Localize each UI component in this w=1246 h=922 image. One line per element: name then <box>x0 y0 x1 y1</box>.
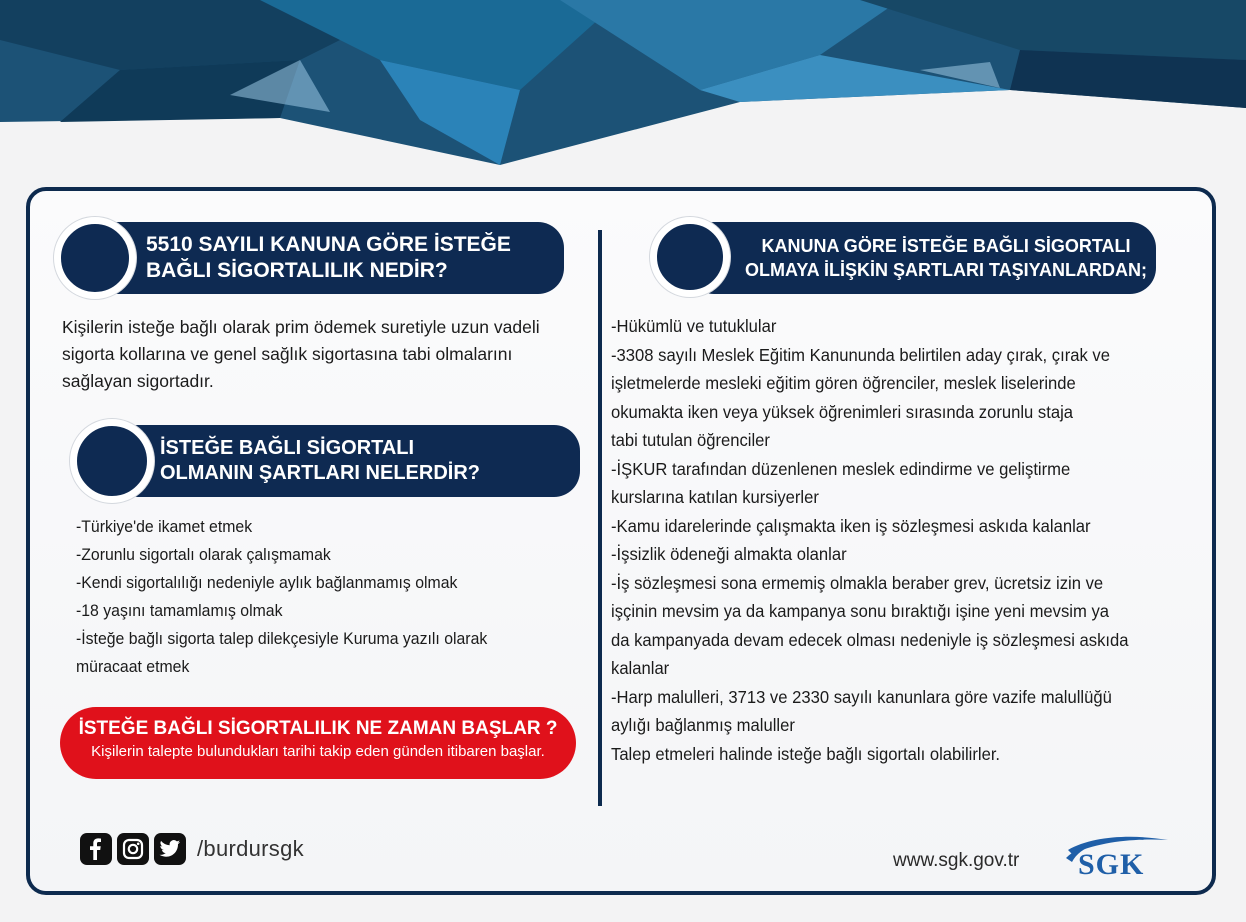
section1-body-line: Kişilerin isteğe bağlı olarak prim ödemek suretiyle uzun vadeli <box>62 317 540 337</box>
section2-circle-icon <box>70 419 154 503</box>
section1-body-line: sağlayan sigortadır. <box>62 371 214 391</box>
list-line: -İşsizlik ödeneği almakta olanlar <box>611 544 847 564</box>
section1-heading <box>92 222 564 294</box>
list-line: -Hükümlü ve tutuklular <box>611 316 777 336</box>
list-item: -Kendi sigortalılığı nedeniyle aylık bağlanmamış olmak <box>76 573 458 592</box>
section1-body-line: sigorta kollarına ve genel sağlık sigortasına tabi olmalarını <box>62 344 513 364</box>
social-handle[interactable]: /burdursgk <box>197 836 304 861</box>
section1-title-line2: BAĞLI SİGORTALILIK NEDİR? <box>146 259 448 282</box>
facebook-icon[interactable] <box>80 833 112 865</box>
list-item: -Zorunlu sigortalı olarak çalışmamak <box>76 545 331 564</box>
section2-list <box>76 513 487 681</box>
sgk-logo <box>1062 832 1172 884</box>
section1-circle-icon <box>54 217 136 299</box>
column-divider <box>598 230 602 806</box>
section2-title-line1: İSTEĞE BAĞLI SİGORTALI <box>160 437 415 459</box>
start-date-title: İSTEĞE BAĞLI SİGORTALILIK NE ZAMAN BAŞLAR ? <box>78 718 558 739</box>
instagram-icon[interactable] <box>117 833 149 865</box>
section2-heading <box>112 425 580 497</box>
section1-title-line1: 5510 SAYILI KANUNA GÖRE İSTEĞE <box>146 233 511 256</box>
list-line: -İş sözleşmesi sona ermemiş olmakla beraber grev, ücretsiz izin ve <box>611 572 1104 593</box>
section1-body <box>62 314 540 395</box>
list-line: tabi tutulan öğrenciler <box>611 430 770 450</box>
social-links <box>80 833 304 865</box>
section4-title-line1: KANUNA GÖRE İSTEĞE BAĞLI SİGORTALI <box>761 236 1131 256</box>
section4-title-line2: OLMAYA İLİŞKİN ŞARTLARI TAŞIYANLARDAN; <box>744 260 1148 280</box>
sgk-logo-text: SGK <box>1078 848 1145 881</box>
list-line: -3308 sayılı Meslek Eğitim Kanununda belirtilen aday çırak, çırak ve <box>611 344 1111 365</box>
list-item: -Türkiye'de ikamet etmek <box>76 517 253 536</box>
section4-list <box>611 312 1129 768</box>
list-line: işletmelerde mesleki eğitim gören öğrenciler, meslek liselerinde <box>611 373 1076 393</box>
website-link[interactable]: www.sgk.gov.tr <box>893 850 1020 871</box>
header-geometric-banner <box>0 0 1246 200</box>
list-line: -Kamu idarelerinde çalışmakta iken iş sözleşmesi askıda kalanlar <box>611 515 1091 536</box>
start-date-banner <box>60 707 576 779</box>
section2-title-line2: OLMANIN ŞARTLARI NELERDİR? <box>160 462 480 484</box>
list-item: müracaat etmek <box>76 657 190 676</box>
list-line: -Harp malulleri, 3713 ve 2330 sayılı kanunlara göre vazife malullüğü <box>611 686 1112 707</box>
list-item: -18 yaşını tamamlamış olmak <box>76 601 283 620</box>
list-line: Talep etmeleri halinde isteğe bağlı sigortalı olabilirler. <box>611 743 1001 764</box>
section4-circle-icon <box>650 217 730 297</box>
list-line: okumakta iken veya yüksek öğrenimleri sırasında zorunlu staja <box>611 401 1074 422</box>
section4-heading <box>688 222 1156 294</box>
twitter-icon[interactable] <box>154 833 186 865</box>
list-line: aylığı bağlanmış maluller <box>611 715 795 735</box>
list-line: işçinin mevsim ya da kampanya sonu bıraktığı işine yeni mevsim ya <box>611 601 1110 621</box>
list-line: kalanlar <box>611 658 670 678</box>
list-line: da kampanyada devam edecek olması nedeniyle iş sözleşmesi askıda <box>611 629 1129 650</box>
start-date-subtitle: Kişilerin talepte bulundukları tarihi takip eden günden itibaren başlar. <box>91 743 545 760</box>
list-item: -İsteğe bağlı sigorta talep dilekçesiyle Kuruma yazılı olarak <box>76 629 488 648</box>
list-line: kurslarına katılan kursiyerler <box>611 487 819 507</box>
list-line: -İŞKUR tarafından düzenlenen meslek edindirme ve geliştirme <box>611 458 1071 479</box>
